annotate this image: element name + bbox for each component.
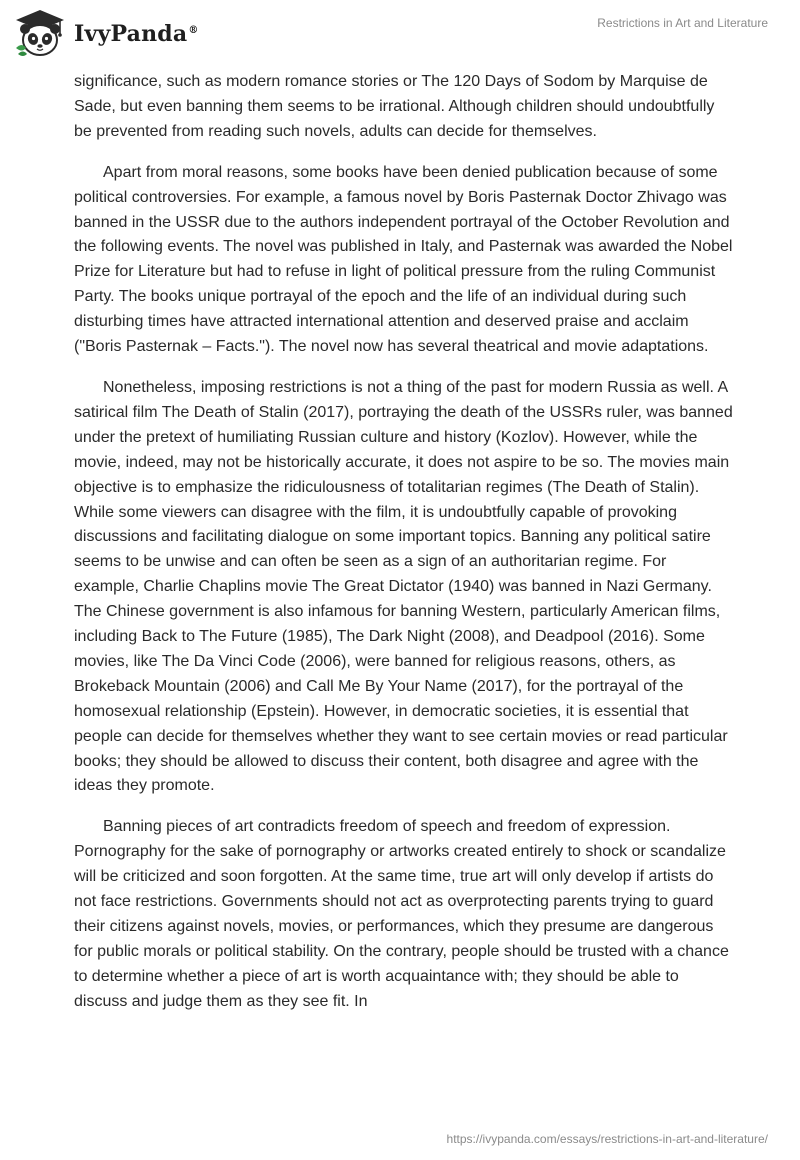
paragraph: Banning pieces of art contradicts freedom of speech and freedom of expression. Pornography for the sake of pornography or artworks created entirely to shock or scandalize will be criticized and soon forgotten. At the same time, true art will only develop if artists do not face restrictions. Governments should not act as overprotecting parents trying to guard their citizens against novels, movies, or performances, which they presume are dangerous for public morals or political stability. On the contrary, people should be trusted with a chance to determine whether a piece of art is worth acquaintance with; they should be able to discuss and judge them as they see fit. In [74,818,729,1010]
document-title: Restrictions in Art and Literature [597,16,768,30]
brand-logo[interactable] [14,8,199,58]
essay-body [74,70,734,1031]
paragraph: Apart from moral reasons, some books have been denied publication because of some political controversies. For example, a famous novel by Boris Pasternak Doctor Zhivago was banned in the USSR due to the authors independent portrayal of the October Revolution and the following events. The novel was published in Italy, and Pasternak was awarded the Nobel Prize for Literature but had to refuse in light of political pressure from the ruling Communist Party. The books unique portrayal of the epoch and the life of an individual during such disturbing times have attracted international attention and deserved praise and acclaim ("Boris Pasternak – Facts."). The novel now has several theatrical and movie adaptations. [74,163,733,356]
registered-mark: ® [188,24,199,36]
paragraph-continued: significance, such as modern romance stories or The 120 Days of Sodom by Marquise de Sade, but even banning them seems to be irrational. Although children should undoubtfully be prevented from reading such novels, adults can decide for themselves. [74,73,715,140]
page-header [0,0,800,70]
brand-name: IvyPanda® [74,21,199,47]
source-url[interactable]: https://ivypanda.com/essays/restrictions-in-art-and-literature/ [446,1132,768,1146]
paragraph: Nonetheless, imposing restrictions is not a thing of the past for modern Russia as well. A satirical film The Death of Stalin (2017), portraying the death of the USSRs ruler, was banned under the pretext of humiliating Russian culture and history (Kozlov). However, while the movie, indeed, may not be historically accurate, it does not aspire to be so. The movies main objective is to emphasize the ridiculousness of totalitarian regimes (The Death of Stalin). While some viewers can disagree with the film, it is undoubtfully capable of provoking discussions and facilitating dialogue on some important topics. Banning any political satire seems to be unwise and can often be seen as a sign of an authoritarian regime. For example, Charlie Chaplins movie The Great Dictator (1940) was banned in Nazi Germany. The Chinese government is also infamous for banning Western, particularly American films, including Back to The Future (1985), The Dark Night (2008), and Deadpool (2016). Some movies, like The Da Vinci Code (2006), were banned for religious reasons, others, as Brokeback Mountain (2006) and Call Me By Your Name (2017), for the portrayal of the homosexual relationship (Epstein). However, in democratic societies, it is essential that people can decide for themselves whether they want to see certain movies or read particular books; they should be allowed to discuss their content, both disagree and agree with the ideas they promote. [74,378,733,795]
panda-logo-icon [14,8,66,58]
